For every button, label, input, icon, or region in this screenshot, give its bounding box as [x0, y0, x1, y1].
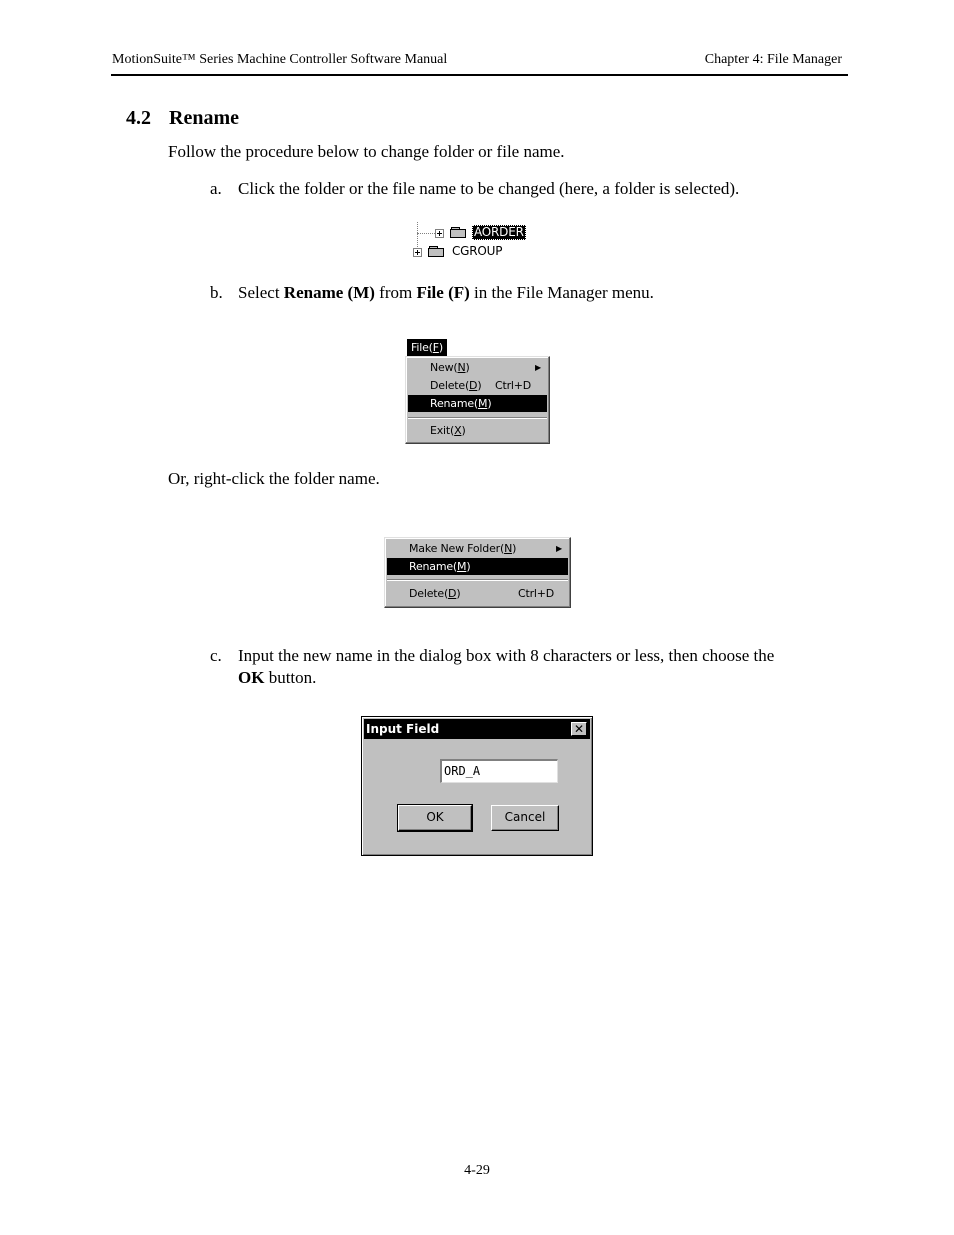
- step-b-mid: from: [374, 283, 417, 302]
- menu-item-shortcut: Ctrl+D: [518, 587, 555, 600]
- section-intro: Follow the procedure below to change folder or file name.: [168, 142, 565, 161]
- menu-item-end: ): [487, 397, 492, 410]
- menu-item-label: Rename(: [430, 397, 479, 410]
- menu-item-acc: D: [448, 587, 457, 600]
- step-b-pre: Select: [238, 283, 284, 302]
- step-c-line1: Input the new name in the dialog box with 8 characters or less, then choose the: [238, 646, 775, 665]
- context-item-make-new-folder[interactable]: [387, 540, 568, 557]
- menu-item-end: ): [461, 424, 466, 437]
- tree-item-cgroup[interactable]: CGROUP: [452, 244, 503, 258]
- step-b-file: File (F): [416, 283, 470, 302]
- or-right-click-text: Or, right-click the folder name.: [168, 469, 380, 488]
- header-manual-title: MotionSuite™ Series Machine Controller Software Manual: [112, 52, 448, 67]
- submenu-arrow-icon: ▶: [535, 363, 541, 372]
- tree-item-aorder[interactable]: AORDER: [474, 225, 524, 239]
- step-c-ok: OK: [238, 668, 265, 687]
- menu-item-end: ): [456, 587, 461, 600]
- file-menu-title[interactable]: [407, 339, 447, 356]
- menu-item-rename[interactable]: [408, 395, 547, 412]
- menu-item-label: Exit(: [430, 424, 455, 437]
- step-b-marker: b.: [210, 283, 223, 302]
- menu-item-label: Delete(: [409, 587, 449, 600]
- ok-button[interactable]: OK: [398, 805, 472, 831]
- menu-item-end: ): [512, 542, 517, 555]
- header-rule: [111, 74, 848, 76]
- menu-item-acc: D: [469, 379, 478, 392]
- expand-icon[interactable]: [435, 229, 444, 238]
- menu-item-acc: N: [457, 361, 466, 374]
- context-item-rename[interactable]: [387, 558, 568, 575]
- expand-icon[interactable]: [413, 248, 422, 257]
- file-menu: [405, 356, 550, 444]
- menu-item-acc: N: [504, 542, 513, 555]
- menu-item-exit[interactable]: [408, 422, 547, 439]
- section-number: 4.2: [126, 107, 151, 129]
- tree-line: [417, 233, 437, 235]
- menu-item-new[interactable]: [408, 359, 547, 376]
- menu-item-end: ): [466, 560, 471, 573]
- step-a-text: Click the folder or the file name to be changed (here, a folder is selected).: [238, 179, 740, 198]
- file-menu-title-acc: F: [432, 341, 439, 354]
- menu-item-acc: M: [457, 560, 467, 573]
- cancel-button[interactable]: Cancel: [491, 805, 559, 831]
- menu-item-label: Delete(: [430, 379, 470, 392]
- menu-item-delete[interactable]: [408, 377, 547, 394]
- input-field-dialog: [361, 716, 593, 856]
- menu-separator: [387, 579, 568, 581]
- dialog-titlebar[interactable]: [364, 719, 590, 739]
- file-menu-title-text: File(: [411, 341, 433, 354]
- name-input[interactable]: ORD_A: [440, 759, 558, 783]
- menu-item-end: ): [477, 379, 482, 392]
- step-b-post: in the File Manager menu.: [469, 283, 654, 302]
- section-title: Rename: [169, 107, 239, 129]
- menu-item-acc: X: [454, 424, 462, 437]
- menu-item-label: New(: [430, 361, 458, 374]
- page-number: 4-29: [464, 1163, 490, 1178]
- file-menu-title-end: ): [438, 341, 443, 354]
- menu-item-end: ): [465, 361, 470, 374]
- step-c-marker: c.: [210, 646, 222, 665]
- submenu-arrow-icon: ▶: [556, 544, 562, 553]
- folder-icon: [428, 246, 445, 258]
- folder-icon: [450, 227, 467, 239]
- dialog-title: Input Field: [366, 722, 440, 736]
- step-b-rename: Rename (M): [283, 283, 375, 302]
- header-chapter: Chapter 4: File Manager: [704, 52, 842, 67]
- close-icon[interactable]: ✕: [571, 722, 587, 736]
- context-item-delete[interactable]: [387, 585, 568, 602]
- menu-separator: [408, 417, 547, 419]
- menu-item-shortcut: Ctrl+D: [495, 379, 532, 392]
- step-c-post: button.: [264, 668, 317, 687]
- menu-item-label: Rename(: [409, 560, 458, 573]
- step-b-text: [238, 283, 654, 303]
- step-a-marker: a.: [210, 179, 222, 198]
- context-menu: [384, 537, 571, 608]
- step-c-line2: [238, 668, 316, 688]
- menu-item-acc: M: [478, 397, 488, 410]
- menu-item-label: Make New Folder(: [409, 542, 505, 555]
- folder-tree: [405, 222, 535, 262]
